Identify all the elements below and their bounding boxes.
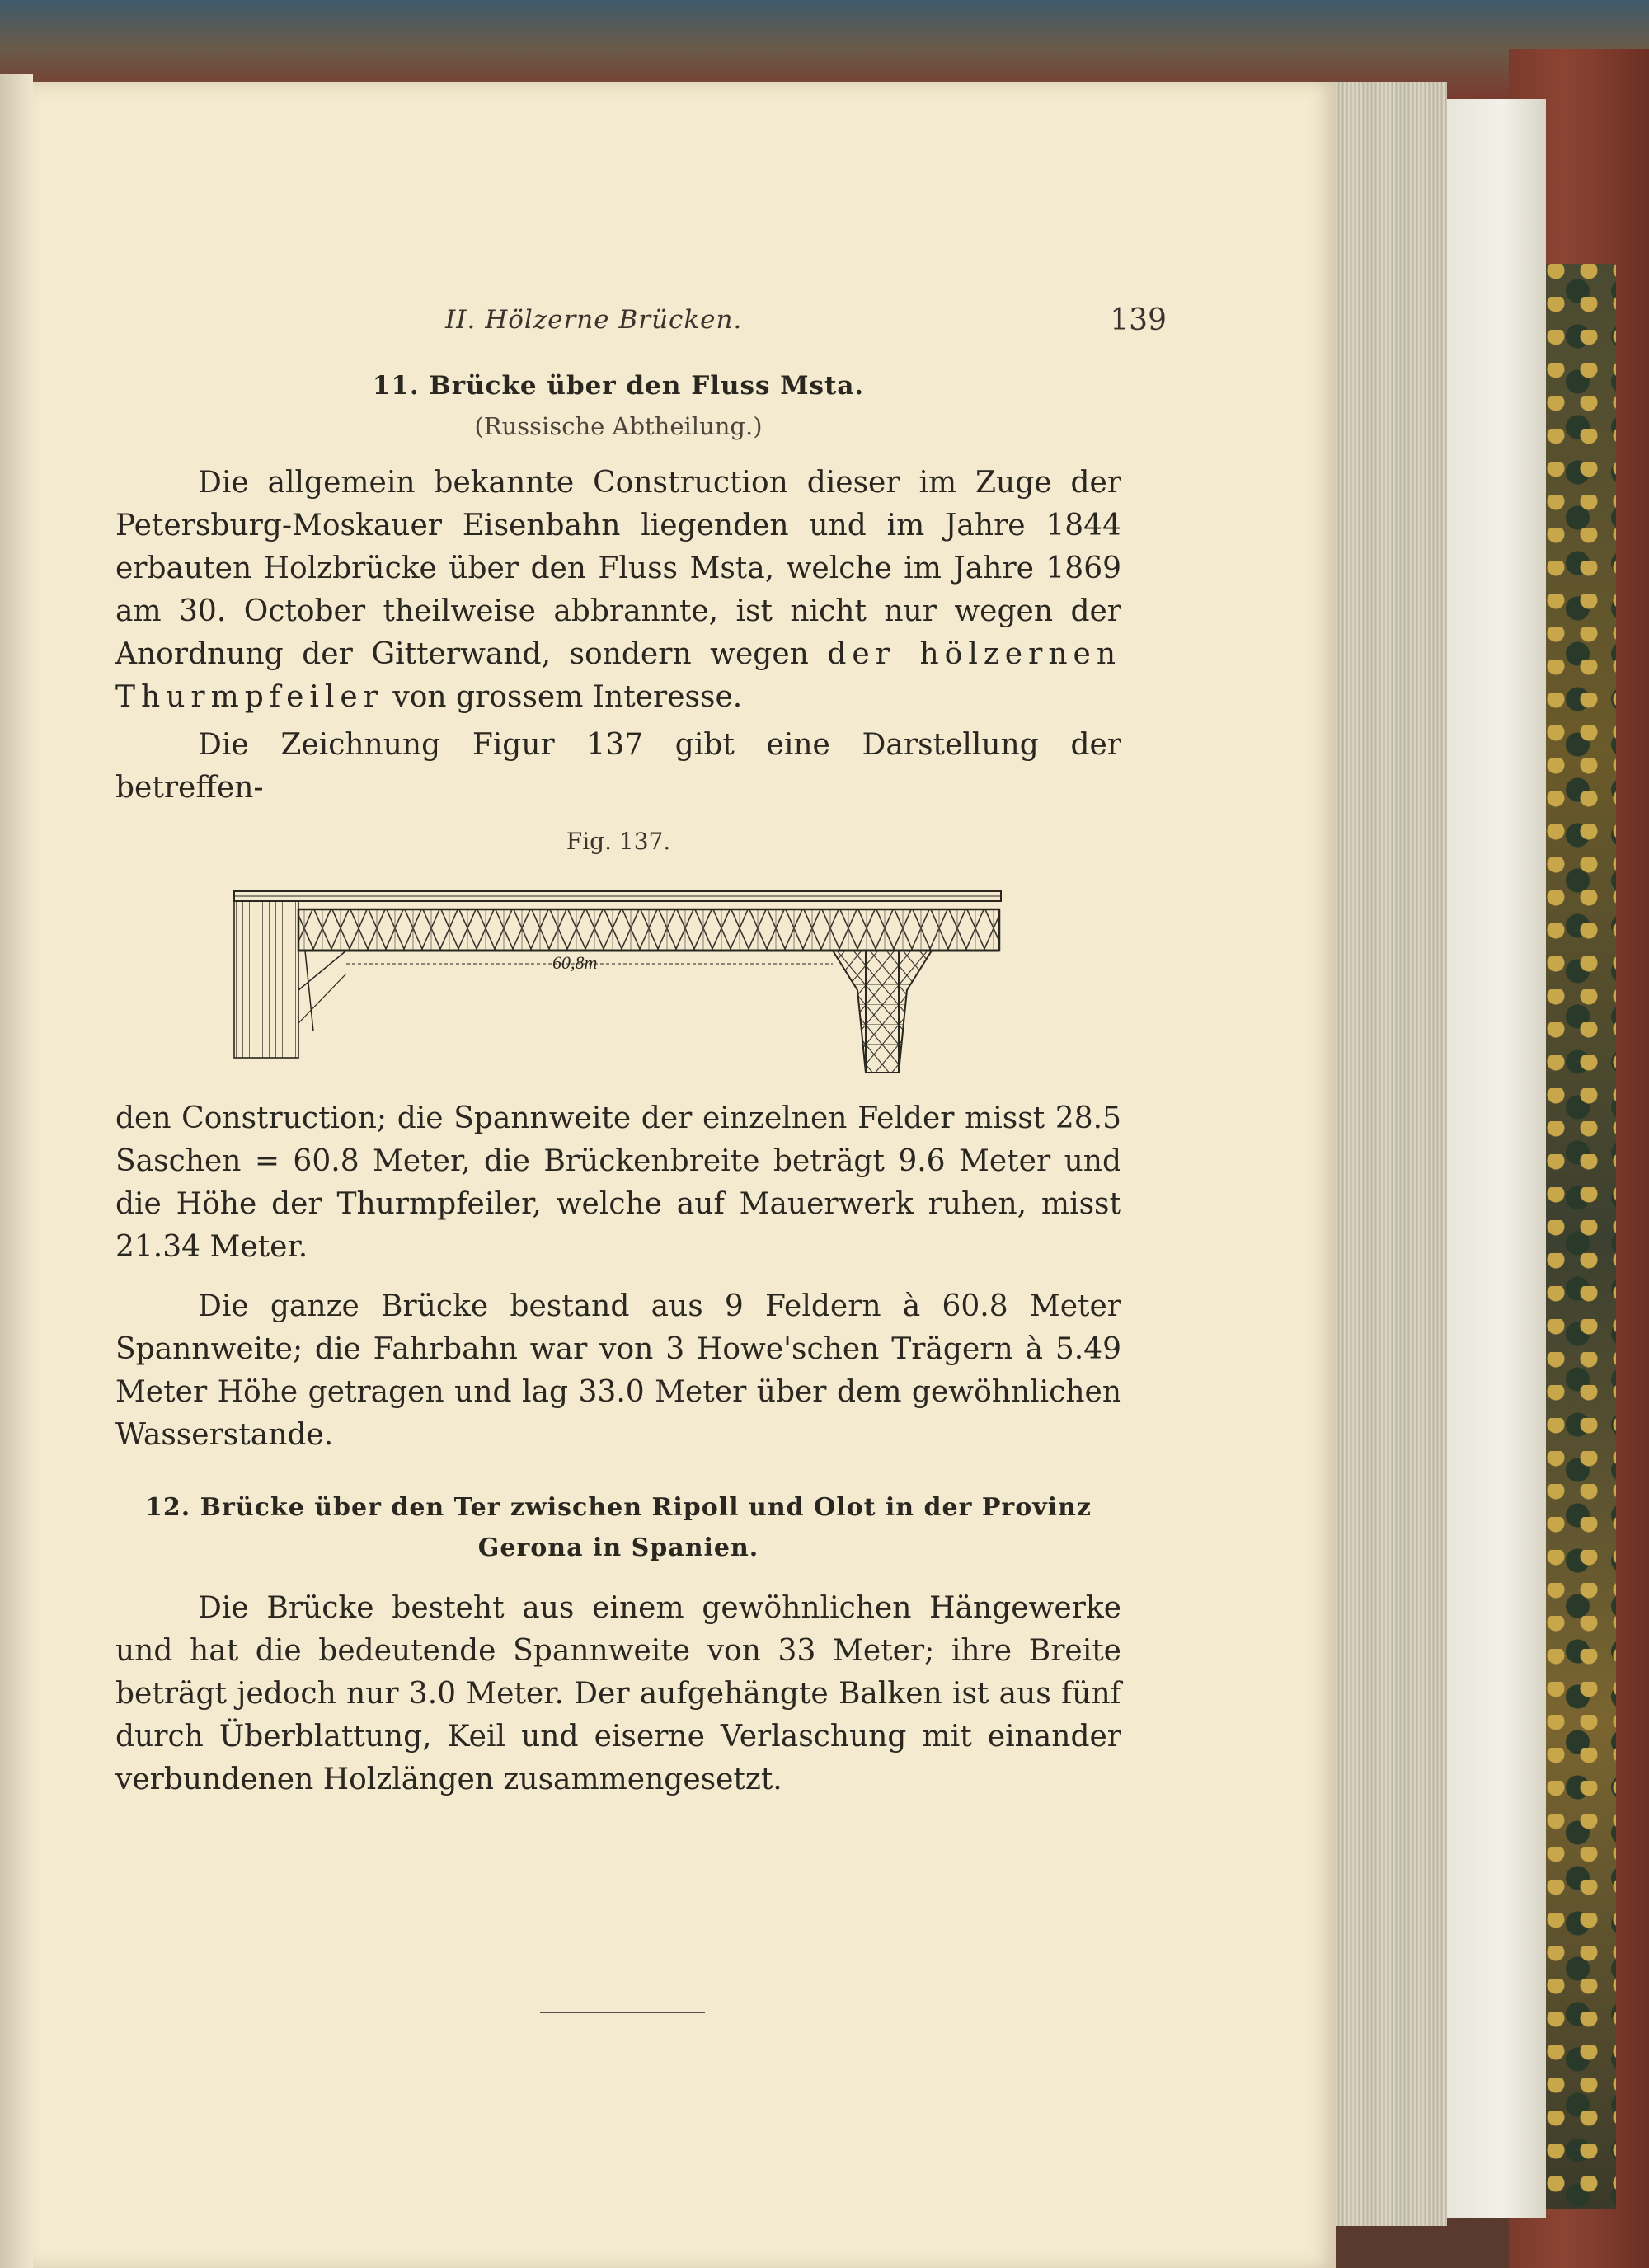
paragraph-4: Die Brücke besteht aus einem gewöhnlichen Hängewerke und hat die bedeutende Spannweite von 33 Meter; ihre Breite beträgt jedoch nur 3.0 Meter. Der aufgehängte Balken ist aus fünf durch Überblattung, Keil und eiserne Verlaschung mit einander verbundenen Holzlängen zusammengesetzt. [115, 1591, 1121, 1796]
end-rule [540, 2012, 705, 2013]
section-heading-12: 12. Brücke über den Ter zwischen Ripoll und Olot in der Provinz [145, 1493, 1092, 1522]
section-heading-11: 11. Brücke über den Fluss Msta. [372, 371, 865, 401]
abutment [234, 901, 298, 1058]
paragraph-1-text: Die allgemein bekannte Construction dieser im Zuge der Petersburg-Moskauer Eisenbahn liegenden und im Jahre 1844 erbauten Holzbrücke über den Fluss Msta, welche im Jahre 1869 am 30. October theilweise abbrannte, ist nicht nur wegen der Anordnung der Gitterwand, sondern wegen [115, 466, 1121, 671]
section-subheading: (Russische Abtheilung.) [474, 412, 763, 440]
book-page [33, 82, 1336, 2268]
bridge-figure [223, 866, 1014, 1081]
lattice-truss [298, 909, 999, 951]
fly-leaf [1439, 99, 1546, 2218]
paragraph-2-start: Die Zeichnung Figur 137 gibt eine Darstellung der betreffen- [115, 728, 1121, 805]
running-head-title: II. Hölzerne Brücken. [445, 305, 743, 335]
paragraph-3: Die ganze Brücke bestand aus 9 Feldern à 60.8 Meter Spannweite; die Fahrbahn war von 3 Howe'schen Trägern à 5.49 Meter Höhe getragen und lag 33.0 Meter über dem gewöhnlichen Wasserstande. [115, 1289, 1121, 1452]
page-content [115, 297, 1167, 1801]
paragraph-1 [115, 462, 1121, 719]
span-label: 60,8m [552, 952, 598, 973]
figure-caption: Fig. 137. [566, 828, 671, 855]
section-heading-12-line2: Gerona in Spanien. [477, 1533, 759, 1562]
marbled-edge [1546, 264, 1616, 2209]
paragraph-1-end: von grossem Interesse. [392, 680, 743, 714]
paragraph-2-end: den Construction; die Spannweite der einzelnen Felder misst 28.5 Saschen = 60.8 Meter, die Brückenbreite beträgt 9.6 Meter und die Höhe der Thurmpfeiler, welche auf Mauerwerk ruhen, misst 21.34 Meter. [115, 1101, 1121, 1264]
running-head [115, 297, 1167, 346]
paragraph-1-emphasis: der hölzernen Thurmpfeiler [115, 637, 1121, 714]
page-number: 139 [1110, 303, 1167, 337]
left-page-edge [0, 74, 33, 2268]
timber-pier [833, 951, 932, 1073]
